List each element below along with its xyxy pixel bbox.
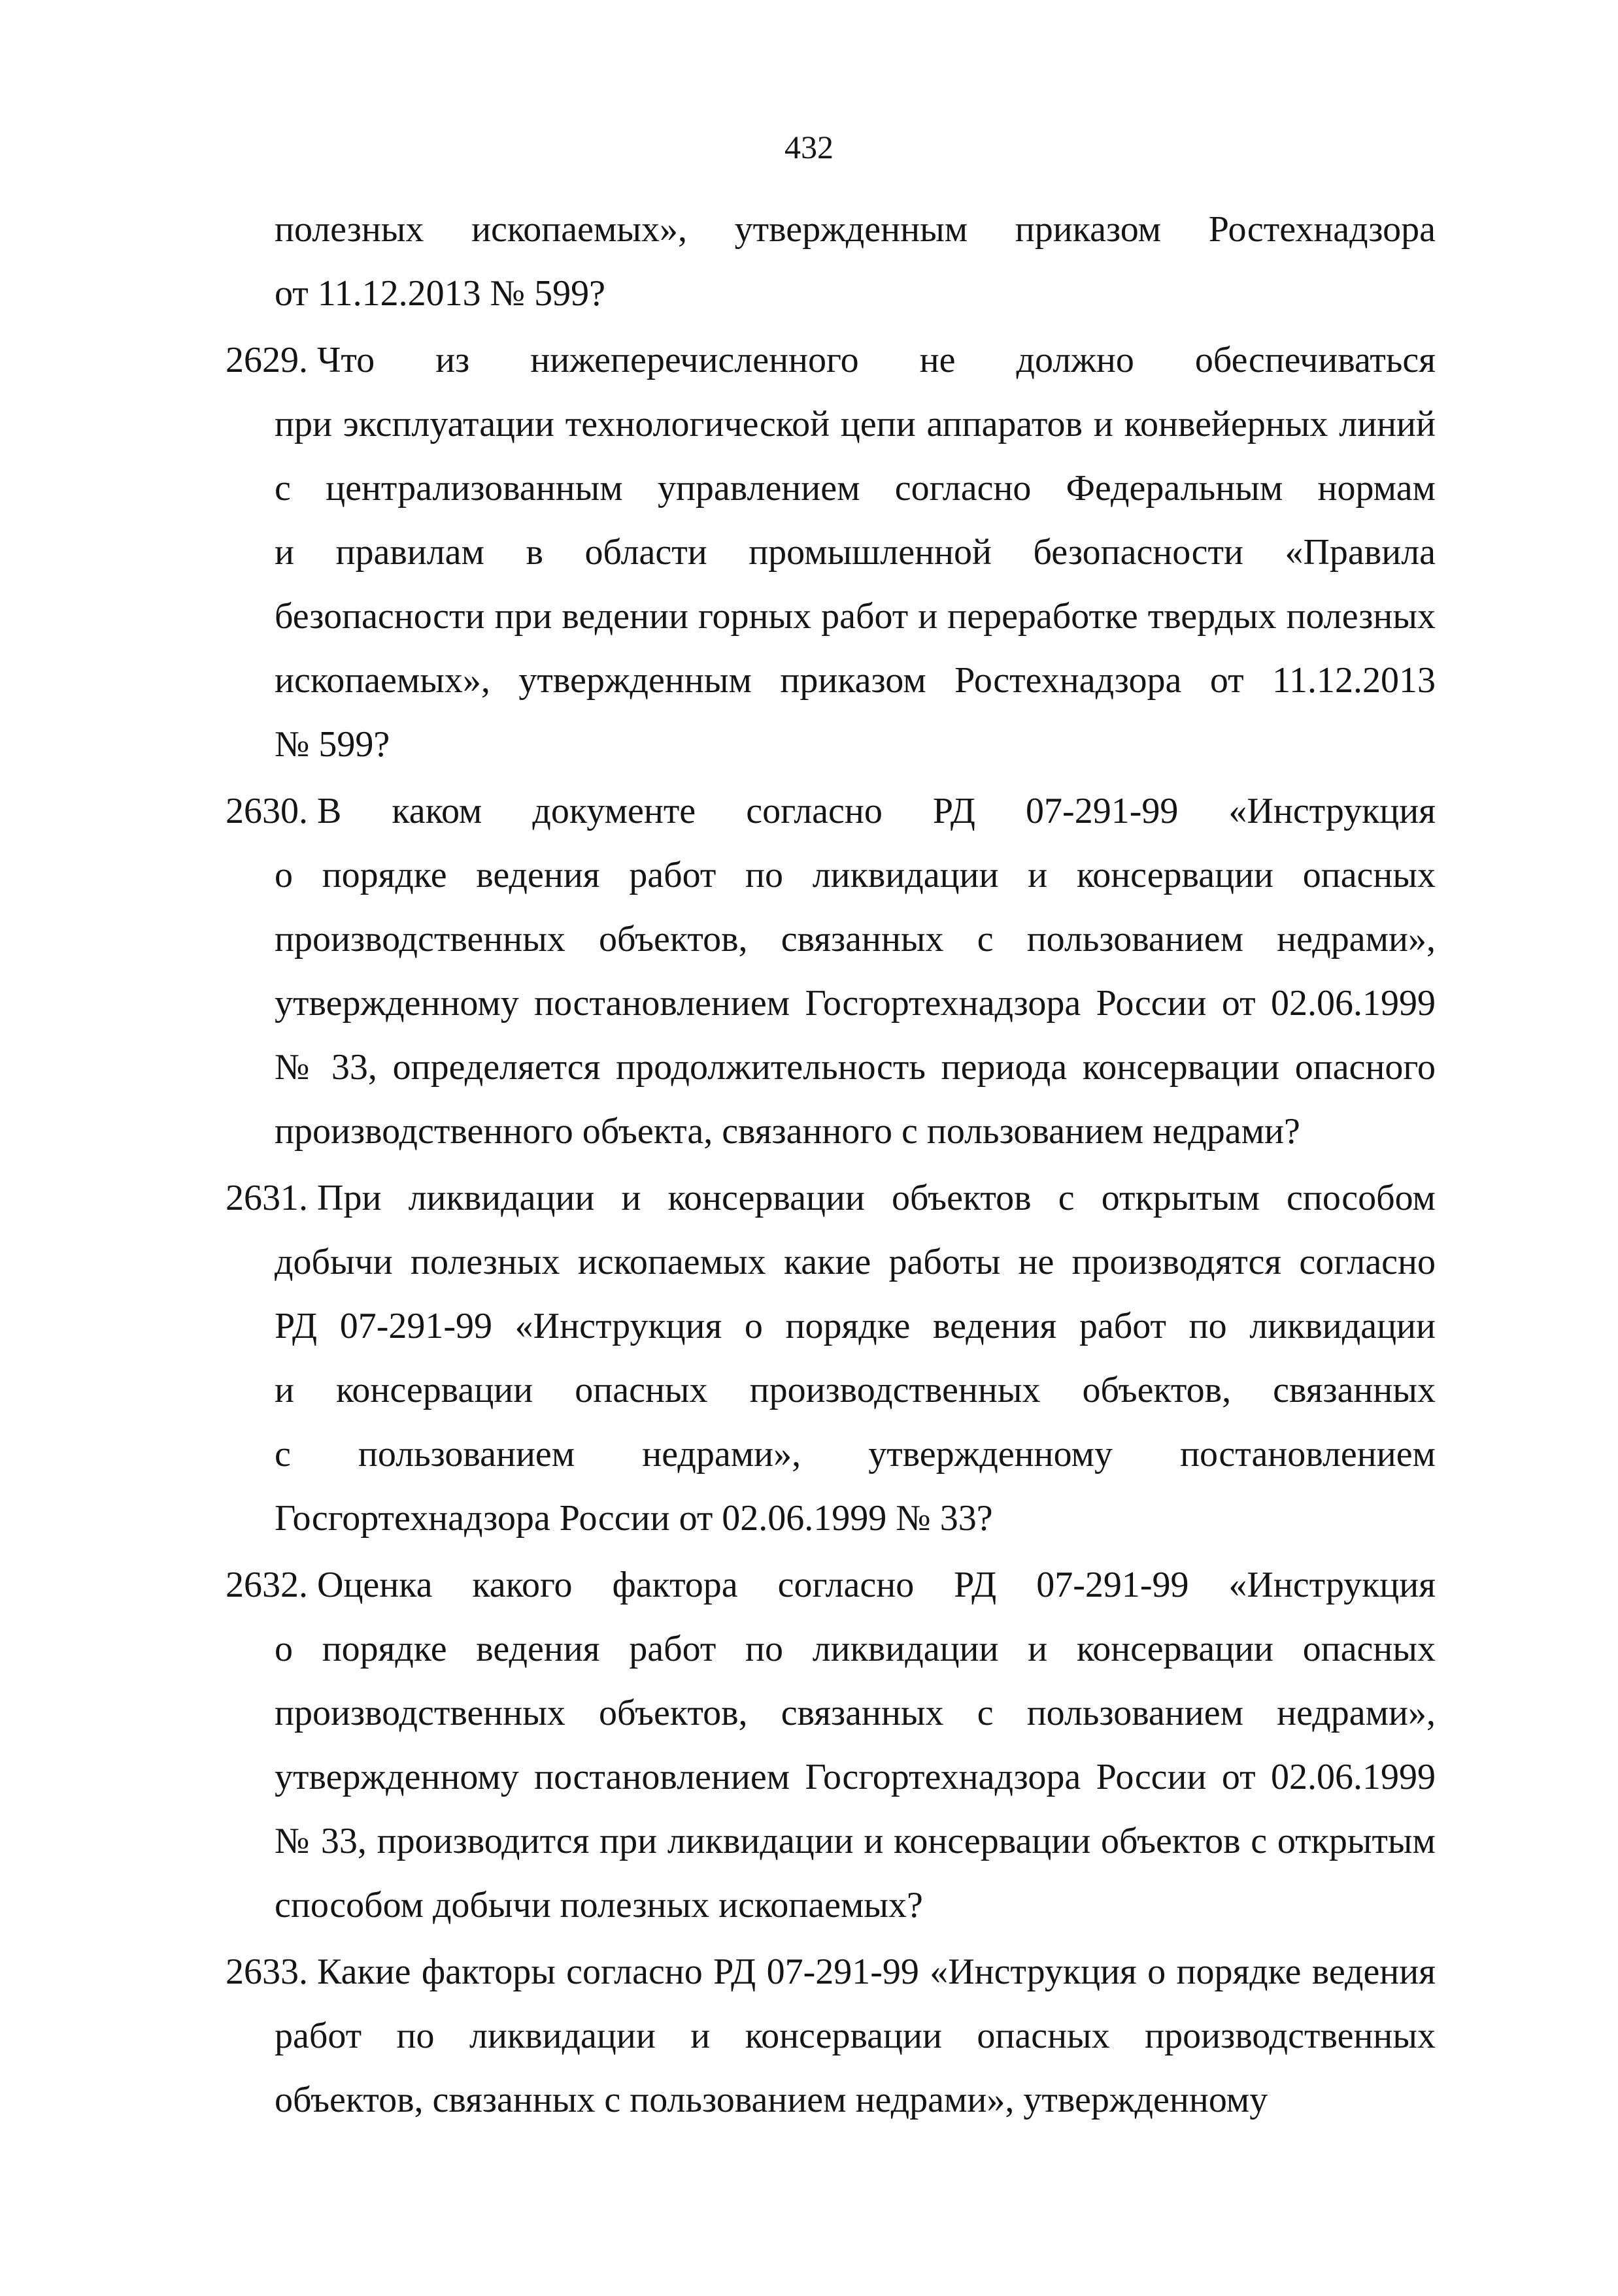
text-line [0, 1617, 1618, 1681]
line-text: добычи полезных ископаемых какие работы не производятся согласно [275, 1242, 1436, 1282]
text-line [0, 779, 1618, 843]
text-line [0, 584, 1618, 648]
line-text: утвержденному постановлением Госгортехнадзора России от 02.06.1999 [275, 983, 1436, 1023]
text-line [0, 1230, 1618, 1294]
text-line [0, 1873, 1618, 1937]
text-line [0, 1294, 1618, 1358]
page-number: 432 [784, 129, 834, 165]
text-line [0, 712, 1618, 776]
line-text: № 33, производится при ликвидации и консервации объектов с открытым [275, 1821, 1436, 1861]
question-number: 2630. [226, 791, 308, 831]
text-line [0, 1035, 1618, 1099]
line-text: № 599? [275, 724, 390, 765]
line-text: Какие факторы согласно РД 07-291-99 «Инструкция о порядке ведения [317, 1952, 1436, 1992]
text-line [0, 261, 1618, 325]
line-text: полезных ископаемых», утвержденным приказом Ростехнадзора [275, 209, 1436, 250]
line-text: способом добычи полезных ископаемых? [275, 1885, 923, 1925]
line-text: Что из нижеперечисленного не должно обеспечиваться [317, 340, 1436, 380]
text-line [0, 1358, 1618, 1422]
question-item [0, 1166, 1618, 1550]
text-line [0, 1809, 1618, 1873]
line-text: производственного объекта, связанного с пользованием недрами? [275, 1111, 1300, 1152]
question-item [0, 328, 1618, 776]
line-text: объектов, связанных с пользованием недрами», утвержденному [275, 2080, 1268, 2120]
text-line [0, 1166, 1618, 1230]
question-item [0, 1940, 1618, 2132]
question-number: 2629. [226, 340, 308, 380]
line-text: производственных объектов, связанных с пользованием недрами», [275, 919, 1436, 959]
text-line [0, 520, 1618, 584]
text-line [0, 907, 1618, 971]
text-line [0, 648, 1618, 712]
continuation-text [0, 197, 1618, 325]
line-text: В каком документе согласно РД 07-291-99 «Инструкция [317, 791, 1436, 831]
text-line [0, 1099, 1618, 1163]
line-text: производственных объектов, связанных с пользованием недрами», [275, 1693, 1436, 1733]
line-text: При ликвидации и консервации объектов с открытым способом [317, 1178, 1436, 1218]
line-text: с централизованным управлением согласно Федеральным нормам [275, 468, 1436, 508]
text-line [0, 328, 1618, 392]
text-line [0, 456, 1618, 520]
line-text: утвержденному постановлением Госгортехнадзора России от 02.06.1999 [275, 1757, 1436, 1797]
line-text: и консервации опасных производственных объектов, связанных [275, 1370, 1436, 1410]
text-line [0, 1940, 1618, 2004]
line-text: безопасности при ведении горных работ и переработке твердых полезных [275, 596, 1436, 637]
line-text: РД 07-291-99 «Инструкция о порядке ведения работ по ликвидации [275, 1306, 1436, 1346]
text-line [0, 1681, 1618, 1745]
question-item [0, 779, 1618, 1163]
question-number: 2631. [226, 1178, 308, 1218]
line-text: работ по ликвидации и консервации опасных производственных [275, 2016, 1436, 2056]
text-line [0, 1553, 1618, 1617]
question-number: 2633. [226, 1952, 308, 1992]
line-text: Госгортехнадзора России от 02.06.1999 № 33? [275, 1498, 993, 1539]
text-line [0, 843, 1618, 907]
line-text: ископаемых», утвержденным приказом Ростехнадзора от 11.12.2013 [275, 660, 1436, 701]
text-line [0, 2004, 1618, 2068]
text-line [0, 971, 1618, 1035]
line-text: от 11.12.2013 № 599? [275, 273, 605, 314]
line-text: о порядке ведения работ по ликвидации и консервации опасных [275, 855, 1436, 895]
text-line [0, 1486, 1618, 1550]
question-item [0, 1553, 1618, 1937]
line-text: и правилам в области промышленной безопасности «Правила [275, 532, 1436, 573]
text-line [0, 2068, 1618, 2132]
line-text: с пользованием недрами», утвержденному постановлением [275, 1434, 1436, 1474]
text-line [0, 392, 1618, 456]
text-line [0, 197, 1618, 261]
line-text: при эксплуатации технологической цепи аппаратов и конвейерных линий [275, 404, 1436, 444]
line-text: Оценка какого фактора согласно РД 07-291-99 «Инструкция [317, 1565, 1436, 1605]
text-line [0, 1422, 1618, 1486]
question-number: 2632. [226, 1565, 308, 1605]
document-body [0, 197, 1618, 2135]
line-text: о порядке ведения работ по ликвидации и консервации опасных [275, 1629, 1436, 1669]
text-line [0, 1745, 1618, 1809]
line-text: № 33, определяется продолжительность периода консервации опасного [275, 1047, 1436, 1088]
